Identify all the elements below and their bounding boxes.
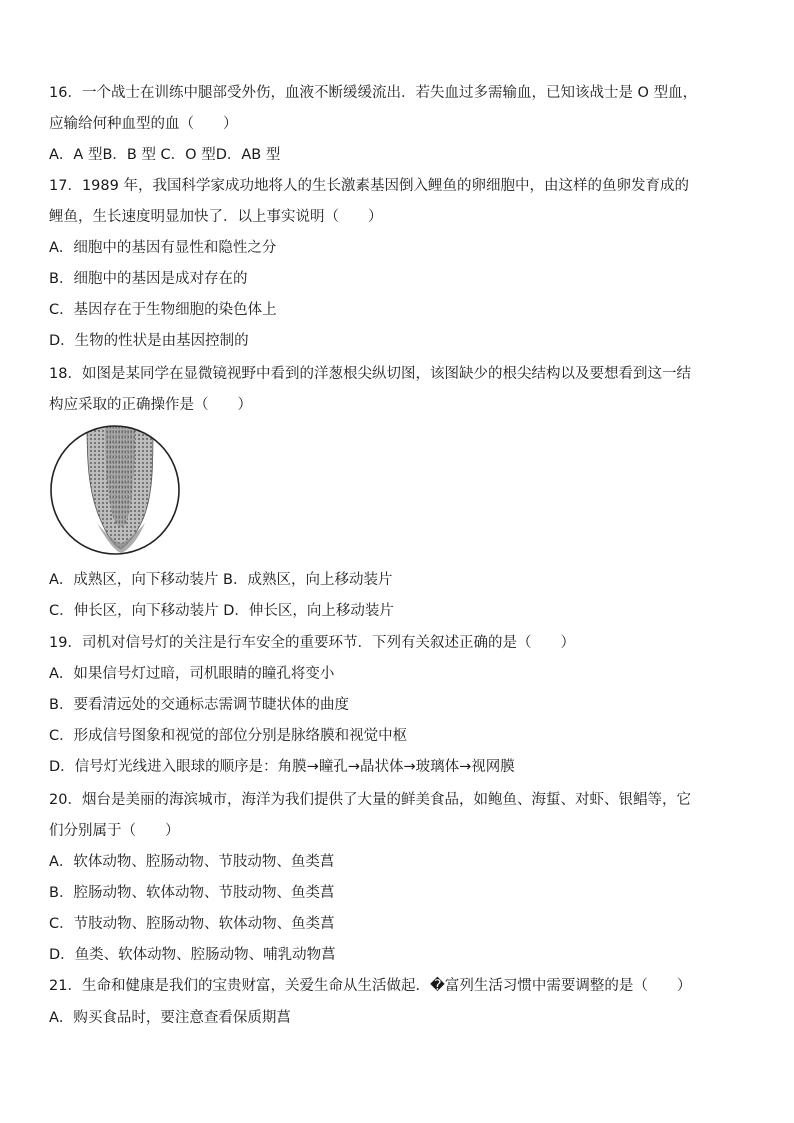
- q16-stem-line2: 应输给何种血型的血（ ）: [49, 116, 238, 132]
- q18-options-cd: C．伸长区，向下移动装片 D．伸长区，向上移动装片: [49, 603, 394, 619]
- q21-option-a: A．购买食品时，要注意查看保质期菖: [49, 1010, 291, 1026]
- q18-stem-line1: 18．如图是某同学在显微镜视野中看到的洋葱根尖纵切图，该图缺少的根尖结构以及要想看到这一结: [49, 366, 691, 382]
- q19-option-b: B．要看清远处的交通标志需调节睫状体的曲度: [49, 697, 349, 713]
- q17-stem-line1: 17．1989 年，我国科学家成功地将人的生长激素基因倒入鲤鱼的卵细胞中，由这样的鱼卵发育成的: [49, 178, 689, 194]
- q20-option-c: C．节肢动物、腔肠动物、软体动物、鱼类菖: [49, 916, 335, 932]
- root-tip-figure-svg: [49, 425, 183, 555]
- q17-stem-line2: 鲤鱼，生长速度明显加快了．以上事实说明（ ）: [49, 209, 383, 225]
- q17-option-a: A．细胞中的基因有显性和隐性之分: [49, 240, 277, 256]
- q16-options: A．A 型B．B 型 C．O 型D．AB 型: [49, 147, 281, 163]
- q17-option-b: B．细胞中的基因是成对存在的: [49, 271, 248, 287]
- q20-stem-line1: 20．烟台是美丽的海滨城市，海洋为我们提供了大量的鲜美食品，如鲍鱼、海蜇、对虾、银鲳等，它: [49, 792, 691, 808]
- q20-option-b: B．腔肠动物、软体动物、节肢动物、鱼类菖: [49, 885, 335, 901]
- q18-options-ab: A．成熟区，向下移动装片 B．成熟区，向上移动装片: [49, 572, 393, 588]
- q18-stem-line2: 构应采取的正确操作是（ ）: [49, 397, 252, 413]
- q19-option-c: C．形成信号图象和视觉的部位分别是脉络膜和视觉中枢: [49, 728, 408, 744]
- q19-option-d: D．信号灯光线进入眼球的顺序是：角膜→瞳孔→晶状体→玻璃体→视网膜: [49, 759, 515, 775]
- q17-option-c: C．基因存在于生物细胞的染色体上: [49, 302, 277, 318]
- q19-stem: 19．司机对信号灯的关注是行车安全的重要环节．下列有关叙述正确的是（ ）: [49, 635, 575, 651]
- q17-option-d: D．生物的性状是由基因控制的: [49, 333, 249, 349]
- q20-option-a: A．软体动物、腔肠动物、节肢动物、鱼类菖: [49, 854, 335, 870]
- q21-stem: 21．生命和健康是我们的宝贵财富，关爱生命从生活做起．�富列生活习惯中需要调整的是（ ）: [49, 978, 692, 994]
- root-tip-micrograph: [49, 425, 183, 555]
- q20-stem-line2: 们分别属于（ ）: [49, 823, 180, 839]
- q20-option-d: D．鱼类、软体动物、腔肠动物、哺乳动物菖: [49, 947, 336, 963]
- q19-option-a: A．如果信号灯过暗，司机眼睛的瞳孔将变小: [49, 666, 335, 682]
- q16-stem-line1: 16．一个战士在训练中腿部受外伤，血液不断缓缓流出．若失血过多需输血，已知该战士是 O 型血，: [49, 85, 698, 101]
